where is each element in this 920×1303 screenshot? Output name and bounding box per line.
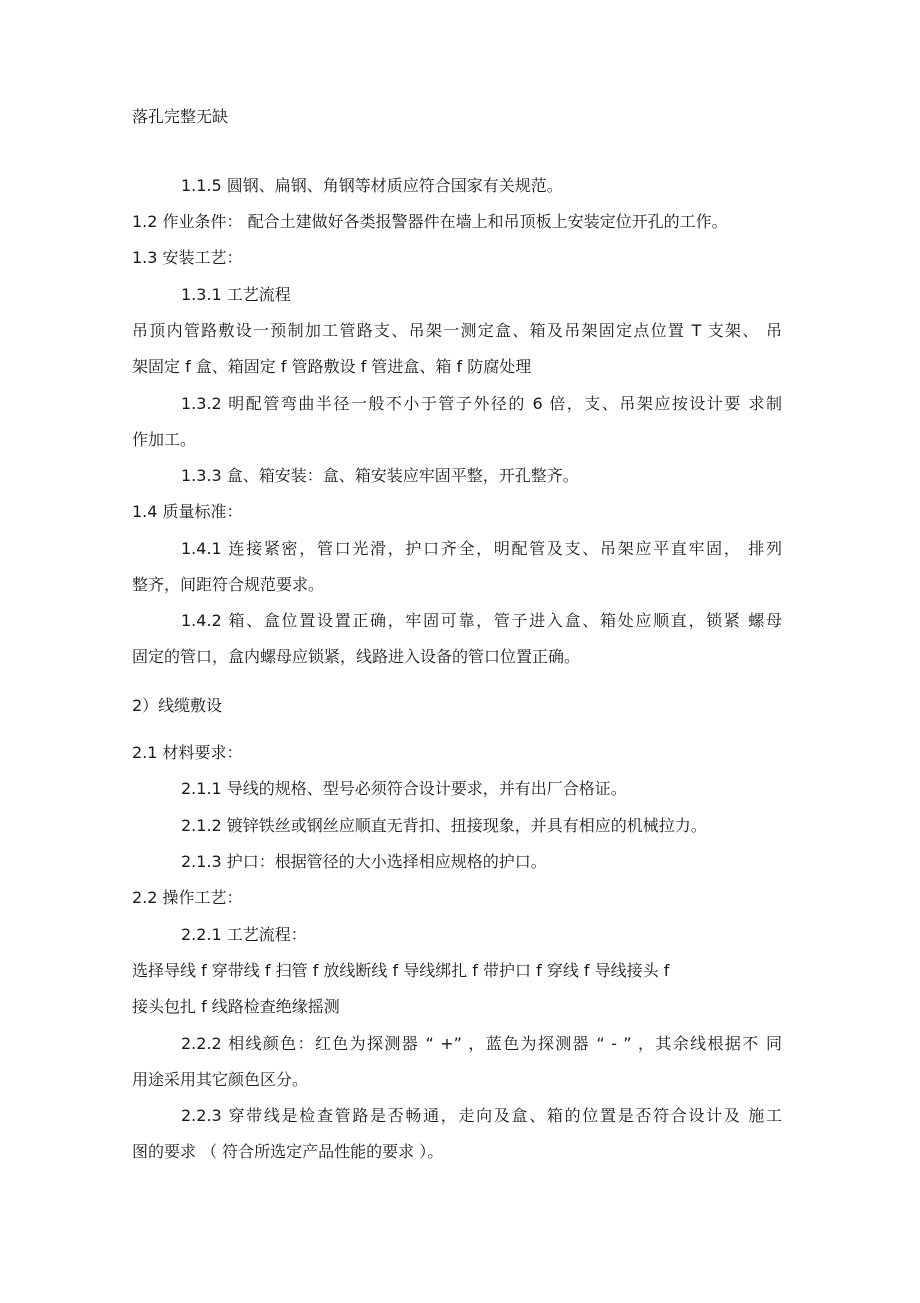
section-heading: 2.2 操作工艺：: [132, 888, 243, 907]
paragraph-line: 固定的管口，盒内螺母应锁紧，线路进入设备的管口位置正确。: [132, 647, 581, 666]
paragraph-line: 2.1.3 护口：根据管径的大小选择相应规格的护口。: [181, 852, 547, 871]
paragraph-line: 2.2.2 相线颜色：红色为探测器 “ +” ，蓝色为探测器 “ - ” ，其余线根据不 同: [181, 1034, 782, 1053]
paragraph-line: 1.4.2 箱、盒位置设置正确，牢固可靠，管子进入盒、箱处应顺直，锁紧 螺母: [181, 611, 782, 630]
section-heading: 1.4 质量标准：: [132, 502, 243, 521]
paragraph-line: 1.3.2 明配管弯曲半径一般不小于管子外径的 6 倍，支、吊架应按设计要 求制: [181, 394, 782, 413]
subsection-heading: 1.3.1 工艺流程: [181, 285, 291, 304]
section-heading: 2.1 材料要求：: [132, 743, 243, 762]
paragraph-line: 1.3.3 盒、箱安装：盒、箱安装应牢固平整，开孔整齐。: [181, 466, 579, 485]
paragraph-line: 2.2.3 穿带线是检查管路是否畅通，走向及盒、箱的位置是否符合设计及 施工: [181, 1106, 782, 1125]
paragraph-line: 用途采用其它颜色区分。: [132, 1070, 309, 1089]
paragraph-line: 2.1.2 镀锌铁丝或钢丝应顺直无背扣、扭接现象，并具有相应的机械拉力。: [181, 816, 707, 835]
paragraph-line: 作加工。: [132, 430, 197, 449]
paragraph-line: 吊顶内管路敷设一预制加工管路支、吊架一测定盒、箱及吊架固定点位置 T 支架、 吊: [132, 321, 782, 340]
paragraph-line: 1.1.5 圆钢、扁钢、角钢等材质应符合国家有关规范。: [181, 176, 563, 195]
paragraph-line: 接头包扎 f 线路检查绝缘摇测: [132, 997, 340, 1016]
section-heading: 1.2 作业条件： 配合土建做好各类报警器件在墙上和吊顶板上安装定位开孔的工作。: [132, 212, 728, 231]
paragraph-line: 整齐，间距符合规范要求。: [132, 575, 325, 594]
paragraph-line: 选择导线 f 穿带线 f 扫管 f 放线断线 f 导线绑扎 f 带护口 f 穿线 f 导线接头 f: [132, 961, 670, 980]
chapter-heading: 2）线缆敷设: [132, 696, 223, 715]
subsection-heading: 2.2.1 工艺流程：: [181, 925, 307, 944]
paragraph-line: 架固定 f 盒、箱固定 f 管路敷设 f 管进盒、箱 f 防腐处理: [132, 357, 532, 376]
paragraph-line: 2.1.1 导线的规格、型号必须符合设计要求，并有出厂合格证。: [181, 779, 627, 798]
paragraph-line: 1.4.1 连接紧密，管口光滑，护口齐全，明配管及支、吊架应平直牢固， 排列: [181, 539, 782, 558]
section-heading: 1.3 安装工艺：: [132, 248, 243, 267]
paragraph-line: 落孔完整无缺: [132, 107, 229, 126]
paragraph-line: 图的要求 （ 符合所选定产品性能的要求 ）。: [132, 1142, 444, 1161]
